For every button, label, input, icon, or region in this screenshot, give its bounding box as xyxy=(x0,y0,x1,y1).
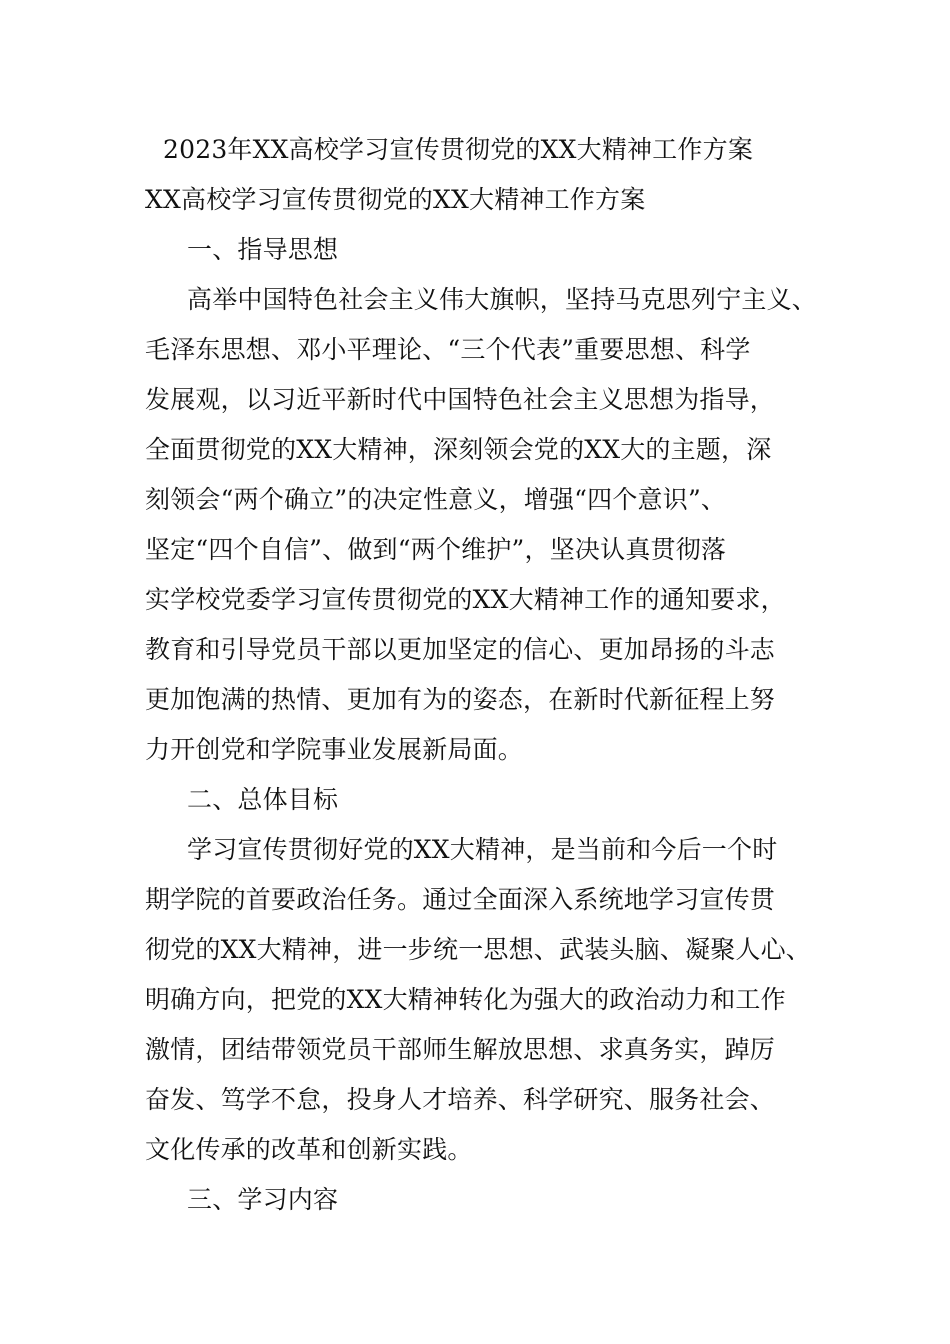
paragraph-line: 彻党的XX大精神，进一步统一思想、武装头脑、凝聚人心、 xyxy=(145,935,811,964)
paragraph-line: 激情，团结带领党员干部师生解放思想、求真务实，踔厉 xyxy=(145,1035,776,1064)
paragraph-line: 刻领会“两个确立”的决定性意义，增强“四个意识”、 xyxy=(145,485,727,514)
paragraph-line: 明确方向，把党的XX大精神转化为强大的政治动力和工作 xyxy=(145,985,786,1014)
paragraph-line: 更加饱满的热情、更加有为的姿态，在新时代新征程上努 xyxy=(145,685,776,714)
paragraph-line: 毛泽东思想、邓小平理论、“三个代表”重要思想、科学 xyxy=(145,335,751,364)
document-title: 2023年XX高校学习宣传贯彻党的XX大精神工作方案 xyxy=(163,135,754,164)
section-heading-overall-goal: 二、总体目标 xyxy=(187,785,339,814)
paragraph-line: 实学校党委学习宣传贯彻党的XX大精神工作的通知要求， xyxy=(145,585,786,614)
paragraph-line: 文化传承的改革和创新实践。 xyxy=(145,1135,473,1164)
paragraph-line: 高举中国特色社会主义伟大旗帜，坚持马克思列宁主义、 xyxy=(187,285,818,314)
paragraph-line: 发展观，以习近平新时代中国特色社会主义思想为指导， xyxy=(145,385,776,414)
paragraph-line: 全面贯彻党的XX大精神，深刻领会党的XX大的主题，深 xyxy=(145,435,772,464)
document-subtitle: XX高校学习宣传贯彻党的XX大精神工作方案 xyxy=(145,185,646,214)
section-heading-guiding-ideology: 一、指导思想 xyxy=(187,235,339,264)
paragraph-line: 学习宣传贯彻好党的XX大精神，是当前和今后一个时 xyxy=(187,835,778,864)
paragraph-line: 奋发、笃学不怠，投身人才培养、科学研究、服务社会、 xyxy=(145,1085,776,1114)
paragraph-line: 坚定“四个自信”、做到“两个维护”，坚决认真贯彻落 xyxy=(145,535,727,564)
section-heading-study-content: 三、学习内容 xyxy=(187,1185,339,1214)
paragraph-line: 教育和引导党员干部以更加坚定的信心、更加昂扬的斗志 xyxy=(145,635,776,664)
paragraph-line: 期学院的首要政治任务。通过全面深入系统地学习宣传贯 xyxy=(145,885,776,914)
paragraph-line: 力开创党和学院事业发展新局面。 xyxy=(145,735,524,764)
